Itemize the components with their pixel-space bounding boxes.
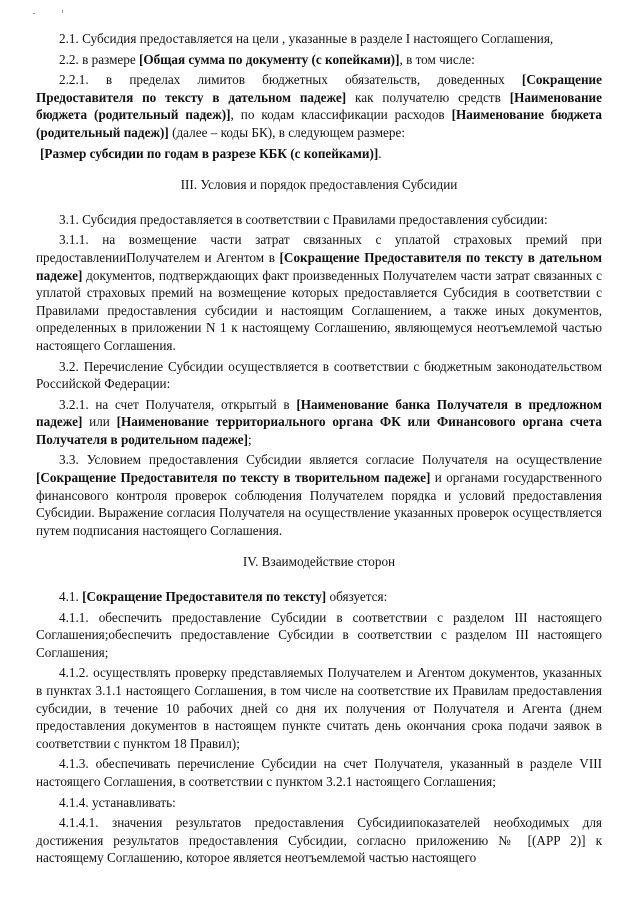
placeholder-field: [Наименование банка Получателя в предложном падеже] xyxy=(36,396,602,430)
text-run: (далее – коды БК), в следующем размере: xyxy=(168,124,405,140)
text-run: 3.1. Субсидия предоставляется в соответствии с Правилами предоставления субсидии: xyxy=(59,211,548,227)
document-paragraph xyxy=(36,451,602,539)
document-paragraph xyxy=(36,71,602,141)
placeholder-field: [Наименование бюджета (родительный падеж)] xyxy=(36,89,602,123)
text-run: ; xyxy=(248,431,252,447)
text-run: . xyxy=(378,145,382,161)
document-paragraph xyxy=(36,51,602,69)
placeholder-field: [Сокращение Предоставителя по тексту] xyxy=(82,589,327,605)
text-run: 4.1.3. обеспечивать перечисление Субсидии на счет Получателя, указанный в разделе VIII настоящего Соглашения, в соответствии с пунктом 3.2.1 настоящего Соглашения; xyxy=(36,756,602,789)
placeholder-field: [Наименование территориального органа ФК или Финансового органа счета Получателя в родительном падеже] xyxy=(36,414,602,447)
placeholder-field: [Наименование бюджета (родительный падеж)] xyxy=(36,107,602,140)
text-run: документов, подтверждающих факт произведенных Получателем части затрат связанных с уплатой страховых премий на возмещение которых предоставляется Субсидия в соответствии с Правилами предоставления субсидии и настоящим Соглашением, а также иных документов, определенных в приложении N 1 к настоящему Соглашению, являющемуся неотъемлемой частью настоящего Соглашения. xyxy=(36,267,602,353)
text-run: 4.1.2. осуществлять проверку представляемых Получателем и Агентом документов, указанных в пунктах 3.1.1 настоящего Соглашения, в том числе на соответствие их Правилам предоставления субсидии, в течение 10 рабочих дней со дня их получения от Получателя и Агента (днем предоставления документов в настоящем пункте считать день окончания срока подачи заявок в соответствии с пунктом 18 Правил); xyxy=(36,665,602,751)
text-run: 4.1.4. устанавливать: xyxy=(59,794,176,810)
document-paragraph xyxy=(36,30,602,48)
text-run: 4.1. xyxy=(59,589,83,605)
text-run: 3.1.1. на возмещение части затрат связанных с уплатой страховых премий при предоставленииПолучателем и Агентом в xyxy=(36,232,602,265)
document-paragraph xyxy=(36,609,602,662)
placeholder-field: [Размер субсидии по годам в разрезе КБК (с копейками)] xyxy=(40,145,379,161)
document-paragraph xyxy=(36,231,602,354)
placeholder-field: [Сокращение Предоставителя по тексту в дательном падеже] xyxy=(36,72,602,105)
text-run: 3.2. Перечисление Субсидии осуществляется в соответствии с бюджетным законодательством Российской Федерации: xyxy=(36,358,602,392)
scan-speck xyxy=(33,13,35,14)
text-run: , в том числе: xyxy=(399,51,475,67)
text-run: 2.1. Субсидия предоставляется на цели , указанные в разделе I настоящего Соглашения, xyxy=(59,31,554,46)
text-run: 4.1.1. обеспечить предоставление Субсидии в соответствии с разделом III настоящего Соглашения;обеспечить предоставление Субсидии в соответствии с разделом III настоящего Соглашения; xyxy=(36,609,602,660)
text-run: 2.2. в размере xyxy=(59,51,140,67)
text-run: , по кодам классификации расходов xyxy=(230,107,452,123)
text-run: обязуется: xyxy=(326,589,388,605)
text-run: 3.3. Условием предоставления Субсидии является согласие Получателя на осуществление xyxy=(59,452,602,468)
placeholder-field: [Сокращение Предоставителя по тексту в дательном падеже] xyxy=(36,249,603,283)
section-heading: III. Условия и порядок предоставления Субсидии xyxy=(180,177,458,193)
document-paragraph xyxy=(36,755,602,790)
document-paragraph xyxy=(36,664,602,752)
document-paragraph xyxy=(36,211,602,229)
document-body xyxy=(36,30,602,870)
placeholder-field: [Общая сумма по документу (с копейками)] xyxy=(139,51,400,67)
placeholder-field: [Сокращение Предоставителя по тексту в творительном падеже] xyxy=(36,470,431,486)
section-heading: IV. Взаимодействие сторон xyxy=(242,554,396,570)
text-run: и органами государственного финансового контроля проверок соблюдения Получателем порядка и условий предоставления Субсидии. Выражение согласия Получателя на осуществление указанных проверок осуществляется путем подписания настоящего Соглашения. xyxy=(36,470,602,538)
scan-speck xyxy=(62,10,63,13)
text-run: 3.2.1. на счет Получателя, открытый в xyxy=(59,396,297,412)
document-paragraph xyxy=(36,588,602,606)
text-run: или xyxy=(82,414,117,430)
document-paragraph xyxy=(36,814,602,867)
document-paragraph xyxy=(36,794,602,812)
document-paragraph xyxy=(36,145,602,163)
text-run: как получателю средств xyxy=(346,89,510,105)
text-run: 2.2.1. в пределах лимитов бюджетных обязательств, доведенных xyxy=(59,72,522,88)
text-run: 4.1.4.1. значения результатов предоставления Субсидиипоказателей необходимых для достижения результатов предоставления Субсидии, согласно приложению № [(APP 2)] к настоящему Соглашению, которое является неотъемлемой частью настоящего xyxy=(36,815,602,866)
document-paragraph xyxy=(36,358,602,393)
document-paragraph xyxy=(36,396,602,449)
